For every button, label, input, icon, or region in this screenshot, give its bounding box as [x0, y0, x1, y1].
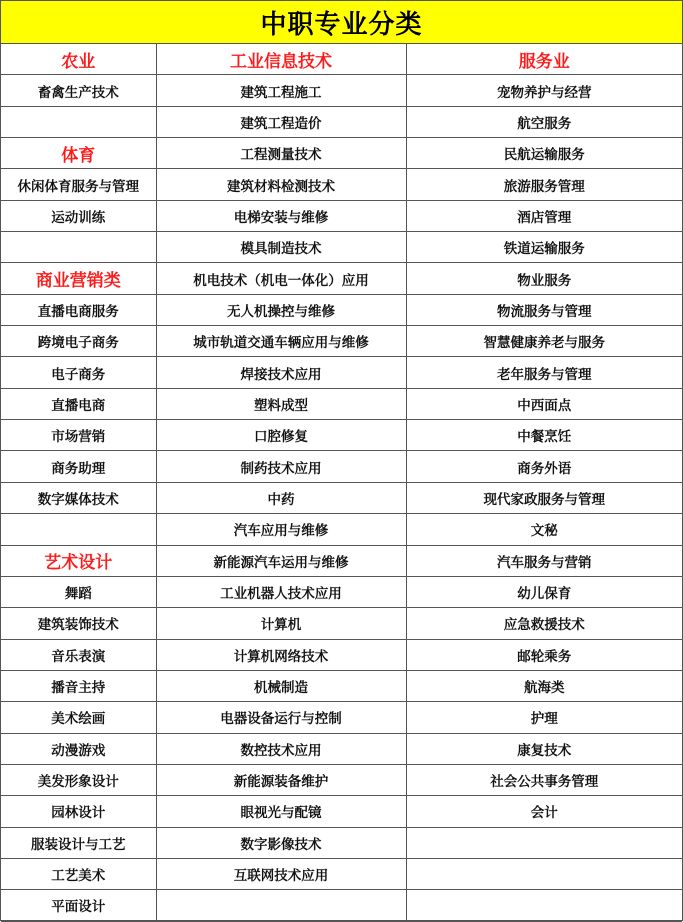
table-row	[1, 796, 682, 827]
table-cell: 跨境电子商务	[1, 326, 156, 357]
table-cell: 商务外语	[406, 451, 682, 482]
table-cell: 汽车服务与营销	[406, 545, 682, 576]
table-cell: 舞蹈	[1, 576, 156, 607]
table-cell: 商务助理	[1, 451, 156, 482]
table-cell: 新能源装备维护	[156, 764, 406, 795]
table-cell: 康复技术	[406, 733, 682, 764]
table-cell: 美发形象设计	[1, 764, 156, 795]
table-cell: 物流服务与管理	[406, 294, 682, 325]
table-cell: 无人机操控与维修	[156, 294, 406, 325]
table-cell: 动漫游戏	[1, 733, 156, 764]
table-cell: 模具制造技术	[156, 232, 406, 263]
table-cell: 航空服务	[406, 106, 682, 137]
category-header: 体育	[1, 138, 156, 169]
category-header: 服务业	[406, 44, 682, 75]
table-cell	[1, 514, 156, 545]
table-cell: 园林设计	[1, 796, 156, 827]
table-cell	[406, 858, 682, 889]
table-cell: 会计	[406, 796, 682, 827]
table-cell: 邮轮乘务	[406, 639, 682, 670]
table-cell: 美术绘画	[1, 702, 156, 733]
table-row	[1, 138, 682, 169]
table-cell: 建筑装饰技术	[1, 608, 156, 639]
table-cell: 运动训练	[1, 200, 156, 231]
table-cell: 民航运输服务	[406, 138, 682, 169]
table-cell: 幼儿保育	[406, 576, 682, 607]
table-cell: 智慧健康养老与服务	[406, 326, 682, 357]
table-row	[1, 670, 682, 701]
table-cell: 宠物养护与经营	[406, 75, 682, 106]
table-cell: 机械制造	[156, 670, 406, 701]
table-cell: 工程测量技术	[156, 138, 406, 169]
table-cell: 音乐表演	[1, 639, 156, 670]
table-cell: 工业机器人技术应用	[156, 576, 406, 607]
table-cell: 数控技术应用	[156, 733, 406, 764]
table-cell	[1, 232, 156, 263]
table-cell: 中餐烹饪	[406, 420, 682, 451]
table-row	[1, 169, 682, 200]
table-row	[1, 106, 682, 137]
table-cell: 市场营销	[1, 420, 156, 451]
table-cell: 中西面点	[406, 388, 682, 419]
table-cell: 文秘	[406, 514, 682, 545]
table-cell: 制药技术应用	[156, 451, 406, 482]
table-cell: 塑料成型	[156, 388, 406, 419]
major-table-body	[1, 44, 682, 921]
table-row	[1, 827, 682, 858]
table-cell: 直播电商服务	[1, 294, 156, 325]
table-cell: 建筑材料检测技术	[156, 169, 406, 200]
table-cell: 现代家政服务与管理	[406, 482, 682, 513]
category-header: 商业营销类	[1, 263, 156, 294]
table-row	[1, 514, 682, 545]
table-row	[1, 420, 682, 451]
table-cell: 休闲体育服务与管理	[1, 169, 156, 200]
table-cell: 计算机	[156, 608, 406, 639]
table-row	[1, 858, 682, 889]
table-cell: 航海类	[406, 670, 682, 701]
table-row	[1, 764, 682, 795]
table-cell: 建筑工程施工	[156, 75, 406, 106]
table-cell: 汽车应用与维修	[156, 514, 406, 545]
table-cell: 护理	[406, 702, 682, 733]
table-cell: 应急救援技术	[406, 608, 682, 639]
table-row	[1, 545, 682, 576]
table-row	[1, 294, 682, 325]
table-cell	[1, 106, 156, 137]
table-cell: 新能源汽车运用与维修	[156, 545, 406, 576]
table-row	[1, 75, 682, 106]
table-row	[1, 482, 682, 513]
table-cell: 老年服务与管理	[406, 357, 682, 388]
category-header: 艺术设计	[1, 545, 156, 576]
category-header: 工业信息技术	[156, 44, 406, 75]
table-cell: 直播电商	[1, 388, 156, 419]
table-cell: 旅游服务管理	[406, 169, 682, 200]
table-cell: 机电技术（机电一体化）应用	[156, 263, 406, 294]
table-cell: 酒店管理	[406, 200, 682, 231]
table-cell: 互联网技术应用	[156, 858, 406, 889]
table-cell: 焊接技术应用	[156, 357, 406, 388]
table-cell: 电子商务	[1, 357, 156, 388]
table-cell: 城市轨道交通车辆应用与维修	[156, 326, 406, 357]
table-cell	[406, 827, 682, 858]
table-cell: 平面设计	[1, 890, 156, 921]
table-cell: 计算机网络技术	[156, 639, 406, 670]
page-title: 中职专业分类	[1, 1, 682, 44]
table-cell: 建筑工程造价	[156, 106, 406, 137]
table-cell: 工艺美术	[1, 858, 156, 889]
table-row	[1, 44, 682, 75]
table-cell: 口腔修复	[156, 420, 406, 451]
table-row	[1, 702, 682, 733]
table-row	[1, 200, 682, 231]
table-cell: 电器设备运行与控制	[156, 702, 406, 733]
table-cell: 铁道运输服务	[406, 232, 682, 263]
table-row	[1, 890, 682, 921]
table-cell: 眼视光与配镜	[156, 796, 406, 827]
table-cell: 物业服务	[406, 263, 682, 294]
major-table	[1, 44, 682, 922]
table-row	[1, 733, 682, 764]
table-row	[1, 388, 682, 419]
table-row	[1, 326, 682, 357]
table-cell: 电梯安装与维修	[156, 200, 406, 231]
table-cell	[406, 890, 682, 921]
table-cell: 社会公共事务管理	[406, 764, 682, 795]
table-row	[1, 451, 682, 482]
table-row	[1, 639, 682, 670]
table-cell: 服装设计与工艺	[1, 827, 156, 858]
category-header: 农业	[1, 44, 156, 75]
table-row	[1, 357, 682, 388]
table-cell: 数字影像技术	[156, 827, 406, 858]
table-cell: 播音主持	[1, 670, 156, 701]
table-cell	[156, 890, 406, 921]
table-cell: 畜禽生产技术	[1, 75, 156, 106]
table-row	[1, 576, 682, 607]
table-cell: 中药	[156, 482, 406, 513]
table-row	[1, 263, 682, 294]
table-cell: 数字媒体技术	[1, 482, 156, 513]
table-row	[1, 232, 682, 263]
table-row	[1, 608, 682, 639]
